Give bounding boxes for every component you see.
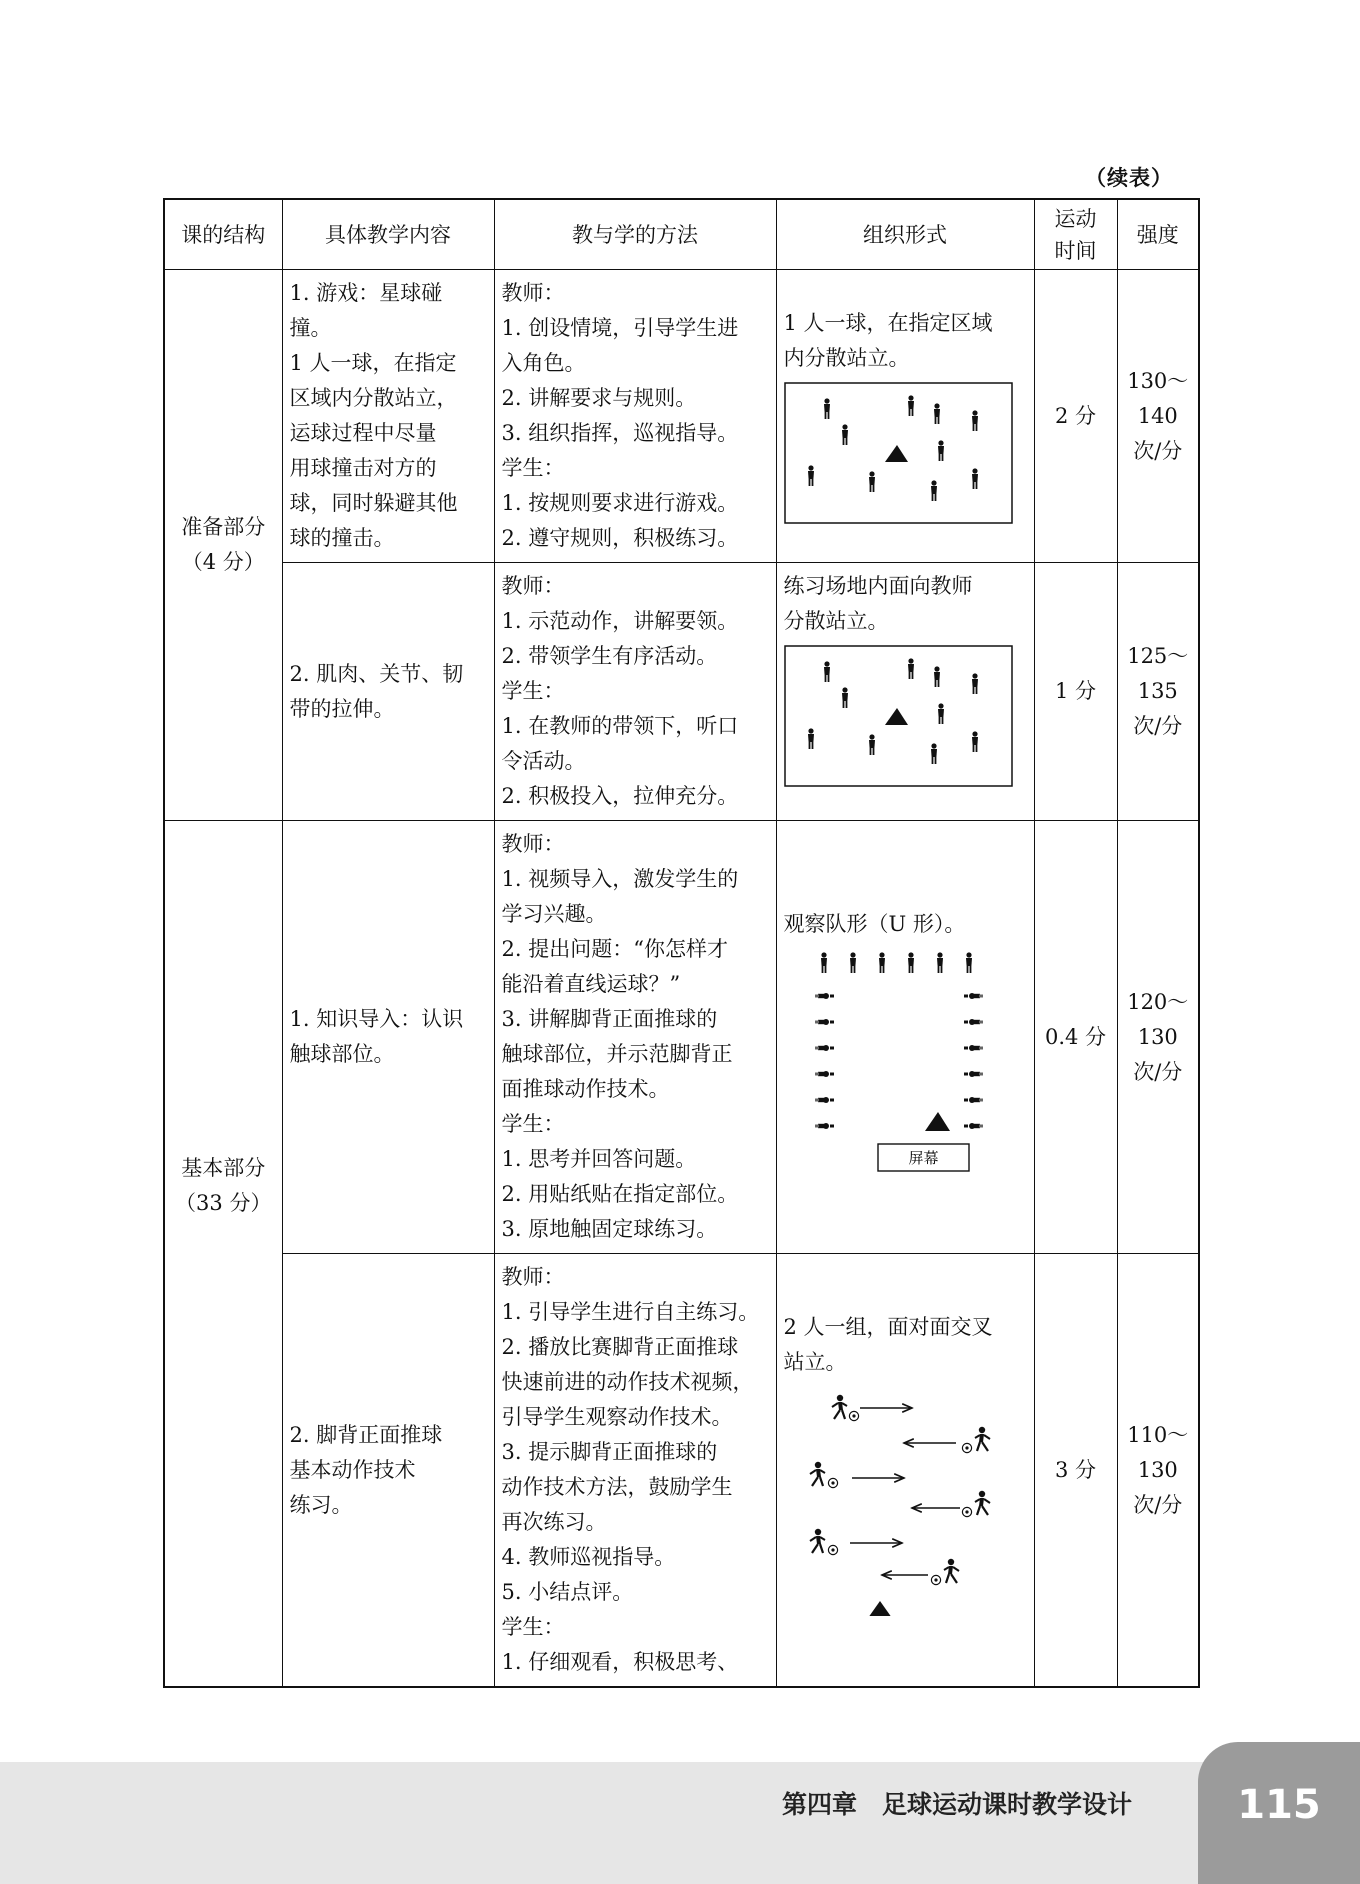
student-icon xyxy=(815,1071,834,1077)
intensity-cell xyxy=(1117,1254,1199,1688)
method-line: 2. 积极投入，拉伸充分。 xyxy=(501,784,739,808)
screen-label: 屏幕 xyxy=(907,1149,939,1167)
method-line: 教师： xyxy=(501,1265,565,1289)
intensity-line: 次/分 xyxy=(1133,714,1183,738)
student-icon xyxy=(931,480,937,501)
intensity-line: 110～ xyxy=(1127,1422,1189,1447)
method-line: 学生： xyxy=(501,679,565,703)
intensity-line: 次/分 xyxy=(1133,1492,1183,1517)
student-icon xyxy=(964,993,983,999)
header-content: 具体教学内容 xyxy=(282,199,494,270)
header-time-line2: 时间 xyxy=(1054,238,1097,263)
organization-text xyxy=(784,306,1027,376)
student-kicker-icon xyxy=(944,1559,959,1583)
scatter-formation-diagram xyxy=(784,382,1014,524)
content-line: 基本动作技术 xyxy=(289,1457,416,1482)
student-icon xyxy=(808,728,814,749)
section-basic-name: 基本部分 xyxy=(181,1156,266,1180)
organization-line: 分散站立。 xyxy=(783,609,889,633)
organization-cell xyxy=(776,821,1034,1254)
intensity-line: 次/分 xyxy=(1133,1059,1183,1084)
header-time-line1: 运动 xyxy=(1054,206,1097,231)
ball-icon xyxy=(962,1443,971,1452)
method-line: 4. 教师巡视指导。 xyxy=(501,1545,676,1569)
method-line: 3. 讲解脚背正面推球的 xyxy=(501,1007,718,1031)
method-line: 5. 小结点评。 xyxy=(501,1580,634,1604)
time-cell: 0.4 分 xyxy=(1034,821,1117,1254)
method-line: 快速前进的动作技术视频， xyxy=(501,1370,754,1394)
student-icon xyxy=(824,398,830,419)
header-method: 教与学的方法 xyxy=(494,199,776,270)
section-basic xyxy=(164,821,282,1688)
method-cell xyxy=(494,563,776,821)
method-line: 2. 遵守规则，积极练习。 xyxy=(501,526,739,550)
content-cell xyxy=(282,563,494,821)
ball-icon xyxy=(828,1545,837,1554)
intensity-cell xyxy=(1117,563,1199,821)
method-line: 1. 示范动作，讲解要领。 xyxy=(501,609,739,633)
organization-text xyxy=(784,569,1027,639)
intensity-line: 120～ xyxy=(1127,989,1189,1014)
header-time xyxy=(1034,199,1117,270)
intensity-line: 130 xyxy=(1137,1457,1178,1482)
intensity-line: 130 xyxy=(1137,1024,1178,1049)
student-icon xyxy=(966,952,972,973)
content-line: 1. 游戏：星球碰 xyxy=(289,281,443,305)
table-row xyxy=(164,1254,1199,1688)
ball-icon xyxy=(931,1575,940,1584)
student-icon xyxy=(934,403,940,424)
student-icon xyxy=(964,1045,983,1051)
time-cell: 3 分 xyxy=(1034,1254,1117,1688)
student-icon xyxy=(908,395,914,416)
student-icon xyxy=(972,468,978,489)
content-cell xyxy=(282,270,494,563)
content-line: 运球过程中尽量 xyxy=(289,421,437,445)
student-icon xyxy=(869,734,875,755)
ball-icon xyxy=(849,1411,858,1420)
student-icon xyxy=(964,1019,983,1025)
content-line: 1. 知识导入：认识 xyxy=(289,1007,464,1031)
organization-cell xyxy=(776,1254,1034,1688)
student-icon xyxy=(821,952,827,973)
organization-cell xyxy=(776,270,1034,563)
student-icon xyxy=(964,1123,983,1129)
organization-text xyxy=(784,1310,1027,1380)
student-icon xyxy=(815,1045,834,1051)
student-icon xyxy=(931,743,937,764)
method-line: 2. 讲解要求与规则。 xyxy=(501,386,697,410)
method-line: 动作技术方法，鼓励学生 xyxy=(501,1475,733,1499)
content-line: 球，同时躲避其他 xyxy=(289,491,458,515)
method-cell xyxy=(494,821,776,1254)
continued-label: （续表） xyxy=(1085,166,1173,190)
content-line: 1 人一球，在指定 xyxy=(289,351,457,375)
student-icon xyxy=(879,952,885,973)
student-icon xyxy=(964,1097,983,1103)
chapter-title: 第四章 足球运动课时教学设计 xyxy=(781,1790,1132,1819)
intensity-cell xyxy=(1117,270,1199,563)
method-line: 2. 用贴纸贴在指定部位。 xyxy=(501,1182,739,1206)
method-line: 触球部位，并示范脚背正 xyxy=(501,1042,733,1066)
footer-band xyxy=(0,1762,1360,1884)
time-cell: 2 分 xyxy=(1034,270,1117,563)
student-icon xyxy=(938,440,944,461)
teacher-icon xyxy=(868,1601,892,1616)
organization-line: 内分散站立。 xyxy=(783,346,910,370)
organization-line: 站立。 xyxy=(783,1350,847,1374)
student-icon xyxy=(842,687,848,708)
student-icon xyxy=(972,731,978,752)
student-icon xyxy=(908,952,914,973)
intensity-line: 125～ xyxy=(1127,644,1189,668)
student-icon xyxy=(824,661,830,682)
method-line: 3. 提示脚背正面推球的 xyxy=(501,1440,718,1464)
section-prep xyxy=(164,270,282,821)
student-icon xyxy=(815,993,834,999)
student-kicker-icon xyxy=(975,1427,990,1451)
method-line: 面推球动作技术。 xyxy=(501,1077,670,1101)
student-icon xyxy=(815,1123,834,1129)
table-row xyxy=(164,821,1199,1254)
method-line: 2. 提出问题：“你怎样才 xyxy=(501,937,728,961)
ball-icon xyxy=(962,1507,971,1516)
method-line: 2. 播放比赛脚背正面推球 xyxy=(501,1335,739,1359)
method-line: 学生： xyxy=(501,1615,565,1639)
organization-line: 观察队形（U 形）。 xyxy=(783,912,966,936)
content-line: 用球撞击对方的 xyxy=(289,456,437,480)
intensity-line: 次/分 xyxy=(1133,438,1183,463)
method-line: 1. 创设情境，引导学生进 xyxy=(501,316,739,340)
section-prep-duration: （4 分） xyxy=(181,550,265,574)
content-line: 区域内分散站立， xyxy=(289,386,458,410)
student-icon xyxy=(934,666,940,687)
student-icon xyxy=(964,1071,983,1077)
method-line: 能沿着直线运球？” xyxy=(501,972,681,996)
content-line: 练习。 xyxy=(289,1492,353,1517)
method-line: 1. 视频导入，激发学生的 xyxy=(501,867,739,891)
student-kicker-icon xyxy=(975,1491,990,1515)
student-icon xyxy=(972,673,978,694)
u-formation-diagram xyxy=(784,948,1014,1173)
student-icon xyxy=(938,703,944,724)
method-line: 教师： xyxy=(501,832,565,856)
teacher-icon xyxy=(925,1112,950,1131)
content-line: 球的撞击。 xyxy=(289,526,395,550)
header-intensity: 强度 xyxy=(1117,199,1199,270)
intensity-line: 130～ xyxy=(1127,368,1189,393)
lesson-plan-table xyxy=(163,198,1200,1688)
header-structure: 课的结构 xyxy=(164,199,282,270)
method-cell xyxy=(494,270,776,563)
method-line: 学生： xyxy=(501,1112,565,1136)
table-header-row xyxy=(164,199,1199,270)
method-line: 3. 组织指挥，巡视指导。 xyxy=(501,421,739,445)
intensity-line: 140 xyxy=(1137,403,1178,428)
method-line: 2. 带领学生有序活动。 xyxy=(501,644,718,668)
time-cell: 1 分 xyxy=(1034,563,1117,821)
ball-icon xyxy=(828,1478,837,1487)
teacher-icon xyxy=(885,445,908,462)
method-line: 再次练习。 xyxy=(501,1510,607,1534)
student-icon xyxy=(842,424,848,445)
method-line: 1. 引导学生进行自主练习。 xyxy=(501,1300,760,1324)
method-line: 教师： xyxy=(501,574,565,598)
method-line: 引导学生观察动作技术。 xyxy=(501,1405,733,1429)
student-icon xyxy=(972,410,978,431)
intensity-cell xyxy=(1117,821,1199,1254)
content-cell xyxy=(282,821,494,1254)
method-line: 1. 按规则要求进行游戏。 xyxy=(501,491,739,515)
method-line: 1. 仔细观看，积极思考、 xyxy=(501,1650,739,1674)
content-cell xyxy=(282,1254,494,1688)
student-kicker-icon xyxy=(810,1462,825,1486)
organization-cell xyxy=(776,563,1034,821)
content-line: 2. 脚背正面推球 xyxy=(289,1422,443,1447)
organization-text xyxy=(784,907,1027,942)
student-icon xyxy=(908,658,914,679)
student-icon xyxy=(815,1097,834,1103)
method-line: 1. 思考并回答问题。 xyxy=(501,1147,697,1171)
student-kicker-icon xyxy=(832,1395,847,1419)
organization-line: 2 人一组，面对面交叉 xyxy=(783,1315,993,1339)
student-icon xyxy=(850,952,856,973)
teacher-icon xyxy=(885,708,908,725)
content-line: 带的拉伸。 xyxy=(289,696,395,721)
intensity-line: 135 xyxy=(1137,679,1178,703)
method-line: 令活动。 xyxy=(501,749,586,773)
content-line: 触球部位。 xyxy=(289,1042,395,1066)
method-line: 1. 在教师的带领下，听口 xyxy=(501,714,739,738)
student-kicker-icon xyxy=(810,1529,825,1553)
section-basic-duration: （33 分） xyxy=(175,1191,272,1215)
page-number: 115 xyxy=(1237,1782,1321,1828)
section-prep-name: 准备部分 xyxy=(181,515,266,539)
header-organization: 组织形式 xyxy=(776,199,1034,270)
organization-line: 练习场地内面向教师 xyxy=(783,574,973,598)
table-row xyxy=(164,270,1199,563)
method-line: 教师： xyxy=(501,281,565,305)
table-row xyxy=(164,563,1199,821)
method-cell xyxy=(494,1254,776,1688)
method-line: 学生： xyxy=(501,456,565,480)
student-icon xyxy=(808,465,814,486)
scatter-formation-diagram xyxy=(784,645,1014,787)
pair-dribble-diagram xyxy=(784,1386,1014,1616)
method-line: 学习兴趣。 xyxy=(501,902,607,926)
method-line: 3. 原地触固定球练习。 xyxy=(501,1217,718,1241)
organization-line: 1 人一球，在指定区域 xyxy=(783,311,993,335)
content-line: 2. 肌肉、关节、韧 xyxy=(289,661,464,686)
content-line: 撞。 xyxy=(289,316,332,340)
student-icon xyxy=(815,1019,834,1025)
student-icon xyxy=(869,471,875,492)
student-icon xyxy=(937,952,943,973)
method-line: 入角色。 xyxy=(501,351,586,375)
